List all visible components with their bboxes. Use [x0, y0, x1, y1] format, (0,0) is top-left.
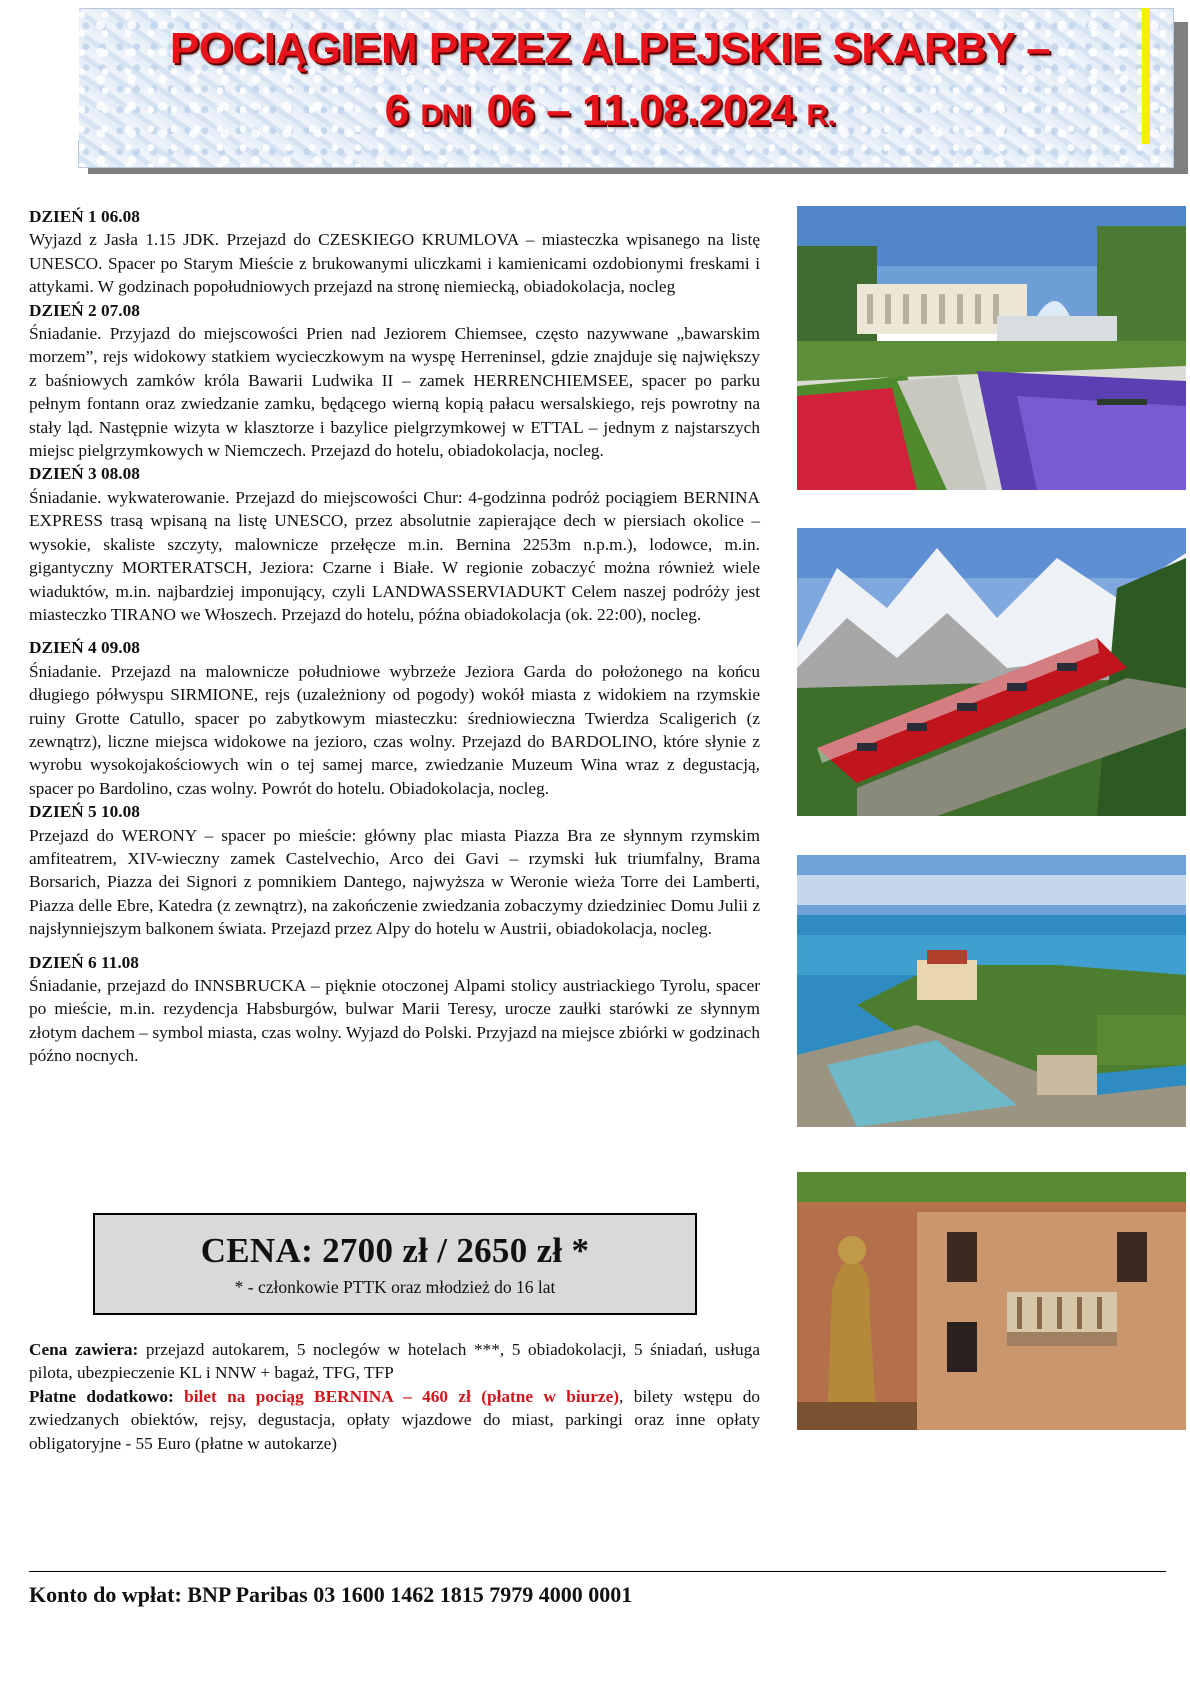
day-2-title: DZIEŃ 2 07.08: [29, 300, 140, 320]
day-5-title: DZIEŃ 5 10.08: [29, 802, 140, 822]
banner-accent-bar: [1142, 8, 1150, 144]
year-suffix: R.: [806, 99, 836, 132]
day-4-title: DZIEŃ 4 09.08: [29, 638, 140, 658]
photo-sirmione-lake-garda: [797, 855, 1186, 1127]
extra-highlight: bilet na pociąg BERNINA – 460 zł (płatne w biurze): [184, 1386, 620, 1406]
price-box: [93, 1213, 697, 1315]
price-note: * - członkowie PTTK oraz młodzież do 16 lat: [234, 1277, 556, 1297]
extra-text: , bilety wstępu do zwiedzanych obiektów, rejsy, degustacja, opłaty wjazdowe do miast, parkingi oraz inne opłaty obligatoryjne - 55 Euro (płatne w autokarze): [29, 1386, 760, 1453]
day-6-text: Śniadanie, przejazd do INNSBRUCKA – pięknie otoczonej Alpami stolicy austriackiego Tyrolu, spacer po mieście, m.in. rezydencja Habsburgów, bulwar Marii Teresy, urocze zaułki starówki ze słynnym złotym dachem – symbol miasta, czas wolny. Wyjazd do Polski. Przyjazd na miejsce zbiórki w godzinach późno nocnych.: [29, 976, 760, 1066]
day-5-text: Przejazd do WERONY – spacer po mieście: główny plac miasta Piazza Bra ze słynnym rzymskim amfiteatrem, XIV-wieczny zamek Castelvechio, Arco dei Gavi – rzymski łuk triumfalny, Brama Borsarich, Piazza dei Signori z pomnikiem Dantego, najwyższa w Weronie wieża Torre dei Lamberti, Piazza delle Ebre, Katedra (z zewnątrz), na zakończenie zwiedzania zobaczymy dziedziniec Domu Julii z najsłynniejszym balkonem świata. Przejazd przez Alpy do hotelu w Austrii, obiadokolacja, nocleg.: [29, 825, 760, 939]
day-2-text: Śniadanie. Przyjazd do miejscowości Prien nad Jeziorem Chiemsee, często nazywwane „bawarskim morzem”, rejs widokowy statkiem wycieczkowym na wyspę Herreninsel, gdzie znajduje się największy z baśniowych zamków króla Bawarii Ludwika II – zamek HERRENCHIEMSEE, spacer po parku pełnym fontann oraz zwiedzanie zamku, będącego wierną kopią pałacu wersalskiego, rejs powrotny na stały ląd. Następnie wizyta w klasztorze i bazylice pielgrzymkowej w ETTAL – jednym z najstarszych miejsc pielgrzymkowych w Niemczech. Przejazd do hotelu, obiadokolacja, nocleg.: [29, 324, 760, 461]
day-3-title: DZIEŃ 3 08.08: [29, 464, 140, 484]
day-6-title: DZIEŃ 6 11.08: [29, 952, 139, 972]
day-3-text: Śniadanie. wykwaterowanie. Przejazd do miejscowości Chur: 4-godzinna podróż pociągiem BERNINA EXPRESS trasą wpisaną na listę UNESCO, przez absolutnie zapierające dech w piersiach okolice – wysokie, skaliste szczyty, malownicze przełęcze m.in. Bernina 2253m n.p.m.), lodowce, m.in. gigantyczny MORTERATSCH, Jeziora: Czarne i Białe. W regionie zobaczyć można również wiele wiaduktów, m.in. najbardziej imponujący, czyli LANDWASSERVIADUKT Celem naszej podróży jest miasteczko TIRANO we Włoszech. Przejazd do hotelu, późna obiadokolacja (ok. 22:00), nocleg.: [29, 487, 760, 624]
day-1-title: DZIEŃ 1 06.08: [29, 207, 140, 226]
extra-costs: [29, 1385, 760, 1455]
includes-text: przejazd autokarem, 5 noclegów w hotelach ***, 5 obiadokolacji, 5 śniadań, usługa pilota, ubezpieczenie KL i NNW + bagaż, TFG, TFP: [29, 1340, 760, 1383]
photo-herrenchiemsee-palace: [797, 206, 1186, 490]
price-details: [29, 1338, 760, 1455]
photo-bernina-express: [797, 528, 1186, 816]
trip-program: [29, 205, 760, 1068]
days-word: DNI: [420, 99, 471, 132]
page-title: POCIĄGIEM PRZEZ ALPEJSKIE SKARBY –: [169, 24, 1051, 73]
price-includes: [29, 1338, 760, 1385]
extra-label: Płatne dodatkowo:: [29, 1386, 174, 1406]
day-4-text: Śniadanie. Przejazd na malownicze południowe wybrzeże Jeziora Garda do położonego na końcu długiego półwyspu SIRMIONE, rejs (uzależniony od pogody) wokół miasta z widokiem na rzymskie ruiny Grotte Catullo, spacer po zabytkowym miasteczku: średniowieczna Twierdza Scaligerich (z zewnątrz), liczne miejsca widokowe na jezioro, czas wolny. Przejazd do BARDOLINO, które słynie z wyrobu wysokojakościowych win o tej samej marce, zwiedzanie Muzeum Wina wraz z degustacją, spacer po Bardolino, czas wolny. Powrót do hotelu. Obiadokolacja, nocleg.: [29, 661, 760, 798]
price-main: CENA: 2700 zł / 2650 zł *: [200, 1231, 590, 1270]
photo-juliet-balcony-verona: [797, 1172, 1186, 1430]
days-number: 6: [384, 86, 409, 135]
trip-dates: 06 – 11.08.2024: [486, 86, 795, 135]
day-1-text: Wyjazd z Jasła 1.15 JDK. Przejazd do CZESKIEGO KRUMLOVA – miasteczka wpisanego na listę UNESCO. Spacer po Starym Mieście z brukowanymi uliczkami i kamienicami ozdobionymi freskami i attykami. W godzinach popołudniowych przejazd na stronę niemiecką, obiadokolacja, nocleg: [29, 230, 760, 297]
bank-account: Konto do wpłat: BNP Paribas 03 1600 1462 1815 7979 4000 0001: [29, 1582, 633, 1607]
page-subtitle: [78, 86, 1142, 136]
footer-divider: [29, 1571, 1166, 1572]
includes-label: Cena zawiera:: [29, 1340, 139, 1359]
